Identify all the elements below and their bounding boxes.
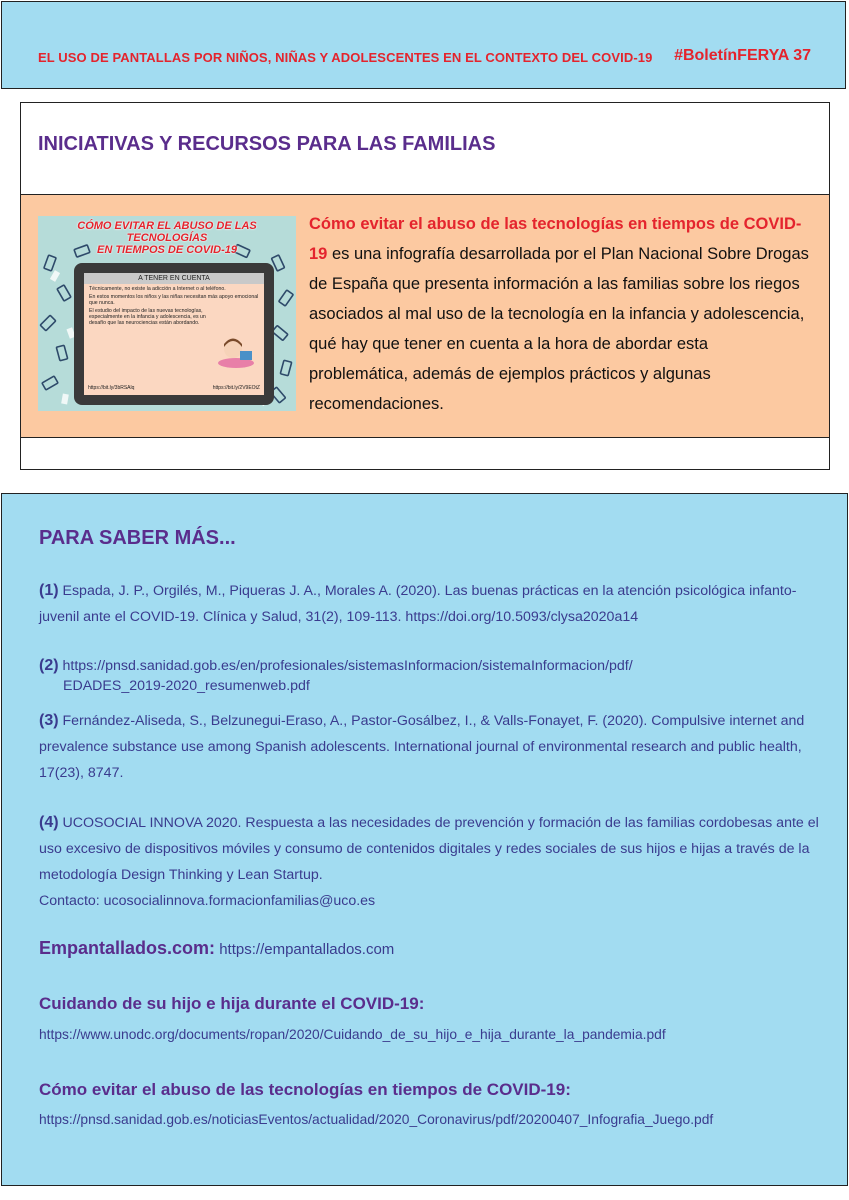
como-evitar-link[interactable]: https://pnsd.sanidad.gob.es/noticiasEventos/actualidad/2020_Coronavirus/pdf/20200407_Infografia_Juego.pdf <box>39 1112 714 1127</box>
reference-1 <box>39 578 829 630</box>
cuidando-link[interactable]: https://www.unodc.org/documents/ropan/2020/Cuidando_de_su_hijo_e_hija_durante_la_pandemia.pdf <box>39 1027 666 1042</box>
tablet-illustration <box>74 263 274 405</box>
more-info-section <box>1 493 848 1186</box>
reference-link[interactable]: https://pnsd.sanidad.gob.es/en/profesionales/sistemasInformacion/sistemaInformacion/pdf/ <box>58 658 633 674</box>
reference-link-continued[interactable]: EDADES_2019-2020_resumenweb.pdf <box>63 678 310 694</box>
infographic-link-1[interactable]: https://bit.ly/3bRSAlq <box>88 385 135 391</box>
infographic-link-2[interactable]: https://bit.ly/2V9EOtZ <box>212 385 260 391</box>
screen-title: A TENER EN CUENTA <box>84 273 264 284</box>
infographic-heading-line2: EN TIEMPOS DE COVID-19 <box>97 244 237 256</box>
resource-description <box>309 209 809 419</box>
reference-number: (2) <box>39 657 59 674</box>
reference-text: UCOSOCIAL INNOVA 2020. Respuesta a las necesidades de prevención y formación de las familias cordobesas ante el uso excesivo de dispositivos móviles y consumo de contenidos digitales y redes sociales de sus hijos e hijas a través de la metodología Design Thinking y Lean Startup. <box>39 815 819 883</box>
reference-3 <box>39 708 829 786</box>
empantallados-label: Empantallados.com: <box>39 938 216 958</box>
reference-number: (3) <box>39 712 59 729</box>
resource-card <box>20 194 830 438</box>
resources-title: INICIATIVAS Y RECURSOS PARA LAS FAMILIAS <box>38 133 496 155</box>
cuidando-title: Cuidando de su hijo e hija durante el COVID-19: <box>39 994 425 1013</box>
reference-text: Fernández-Aliseda, S., Belzunegui-Eraso, A., Pastor-Gosálbez, I., & Valls-Fonayet, F. (2020). Compulsive internet and prevalence substance use among Spanish adolescents. International journal of environmental research and public health, 17(23), 8747. <box>39 713 805 781</box>
infographic-heading <box>38 220 296 256</box>
infographic-heading-line1: CÓMO EVITAR EL ABUSO DE LAS TECNOLOGÍAS <box>77 220 257 244</box>
resources-section <box>20 102 830 470</box>
more-info-title: PARA SABER MÁS... <box>39 527 236 549</box>
reference-4 <box>39 810 829 914</box>
screen-text-2: En estos momentos los niños y las niñas necesitan más apoyo emocional que nunca. <box>89 294 259 306</box>
girl-illustration <box>216 333 256 369</box>
empantallados-line <box>39 938 394 959</box>
screen-text-1: Técnicamente, no existe la adicción a Internet o al teléfono. <box>89 286 226 292</box>
como-evitar-title: Cómo evitar el abuso de las tecnologías en tiempos de COVID-19: <box>39 1080 571 1099</box>
resource-title-link[interactable]: Cómo evitar el abuso de las tecnologías en tiempos de COVID-19 <box>309 215 802 263</box>
bulletin-tag: #BoletínFERYA 37 <box>674 47 811 64</box>
tablet-screen <box>84 273 264 395</box>
page-header <box>1 1 846 89</box>
reference-2 <box>39 656 829 696</box>
contact-email[interactable]: Contacto: ucosocialinnova.formacionfamilias@uco.es <box>39 893 376 909</box>
reference-number: (4) <box>39 814 59 831</box>
infographic-image[interactable] <box>38 216 296 411</box>
empantallados-link[interactable]: https://empantallados.com <box>215 941 395 958</box>
screen-text-3: El estudio del impacto de las nuevas tecnologías, especialmente en la infancia y adolescencia, es un desafío que las neurociencias están abordando. <box>89 308 206 326</box>
header-title: EL USO DE PANTALLAS POR NIÑOS, NIÑAS Y ADOLESCENTES EN EL CONTEXTO DEL COVID-19 <box>38 50 653 65</box>
reference-number: (1) <box>39 582 59 599</box>
reference-text: Espada, J. P., Orgilés, M., Piqueras J. A., Morales A. (2020). Las buenas prácticas en la atención psicológica infanto-juvenil ante el COVID-19. Clínica y Salud, 31(2), 109-113. https://doi.org/10.5093/clysa2020a14 <box>39 583 797 625</box>
resource-description-text: es una infografía desarrollada por el Plan Nacional Sobre Drogas de España que presenta información a las familias sobre los riegos asociados al mal uso de la tecnología en la infancia y adolescencia, qué hay que tener en cuenta a la hora de abordar esta problemática, además de ejemplos prácticos y algunas recomendaciones. <box>309 245 809 413</box>
